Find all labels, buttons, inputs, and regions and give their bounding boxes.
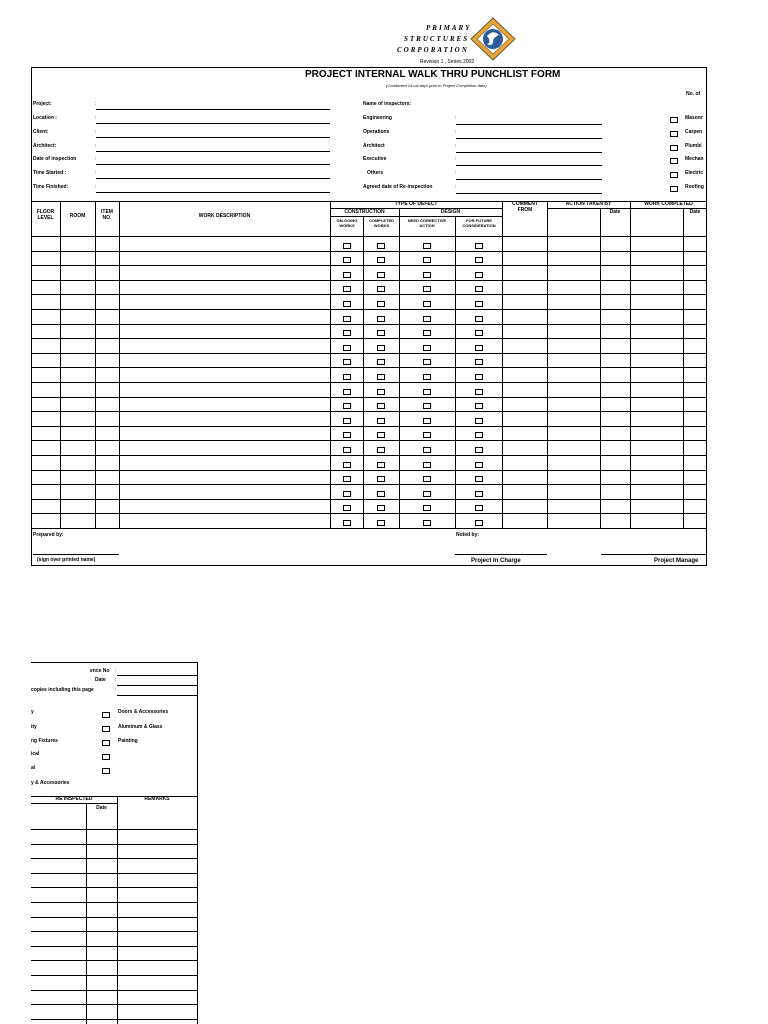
trade-checkbox[interactable]	[670, 158, 678, 164]
ongoing-checkbox[interactable]	[343, 257, 351, 263]
row-divider	[31, 528, 707, 529]
colon: :	[115, 687, 117, 693]
corrective-action-checkbox[interactable]	[423, 476, 431, 482]
prepared-by-label: Prepared by:	[33, 532, 64, 538]
corrective-action-checkbox[interactable]	[423, 505, 431, 511]
executive-input-line[interactable]	[456, 165, 602, 166]
date-input-line[interactable]	[117, 685, 197, 686]
engineering-label: Engineering	[363, 115, 392, 121]
corrective-action-checkbox[interactable]	[423, 403, 431, 409]
architect-label: Architect:	[33, 143, 57, 149]
table-row	[31, 902, 198, 903]
table-row	[31, 858, 198, 859]
colon: :	[455, 184, 457, 190]
construction-header: CONSTRUCTION	[344, 209, 385, 215]
future-consideration-checkbox[interactable]	[475, 257, 483, 263]
future-consideration-checkbox[interactable]	[475, 272, 483, 278]
row-divider	[31, 455, 707, 456]
ongoing-checkbox[interactable]	[343, 286, 351, 292]
completed-checkbox[interactable]	[377, 462, 385, 468]
trade-checkbox[interactable]	[670, 172, 678, 178]
location-input-line[interactable]	[96, 123, 330, 124]
completed-works-header: COMPLETED WORKS	[368, 218, 395, 228]
architect-inspector-input-line[interactable]	[456, 152, 602, 153]
executive-label: Executive	[363, 156, 387, 162]
trade-checkbox[interactable]	[670, 117, 678, 123]
future-consideration-checkbox[interactable]	[475, 345, 483, 351]
comment-from-header: COMMENT FROM	[512, 201, 538, 213]
design-header: DESIGN	[440, 209, 461, 215]
future-consideration-checkbox[interactable]	[475, 301, 483, 307]
company-name-line-1: PRIMARY	[426, 24, 472, 32]
time-started-input-line[interactable]	[96, 178, 330, 179]
ongoing-checkbox[interactable]	[343, 374, 351, 380]
colon: :	[455, 156, 457, 162]
ongoing-checkbox[interactable]	[343, 505, 351, 511]
completed-checkbox[interactable]	[377, 243, 385, 249]
ongoing-checkbox[interactable]	[343, 301, 351, 307]
corrective-action-checkbox[interactable]	[423, 286, 431, 292]
table-row	[31, 917, 198, 918]
row-divider	[31, 324, 707, 325]
form-title: PROJECT INTERNAL WALK THRU PUNCHLIST FORM	[305, 69, 561, 80]
row-divider	[31, 309, 707, 310]
colon: :	[115, 677, 117, 683]
ongoing-checkbox[interactable]	[343, 447, 351, 453]
table-row	[31, 960, 198, 961]
reinspection-date-label: Agreed date of Re-inspection	[363, 184, 433, 190]
future-consideration-checkbox[interactable]	[475, 316, 483, 322]
ongoing-checkbox[interactable]	[343, 330, 351, 336]
corrective-action-checkbox[interactable]	[423, 301, 431, 307]
trade-label: Doors & Accessories	[118, 709, 169, 715]
colon: :	[95, 184, 97, 190]
date-label: Date	[95, 677, 106, 683]
row-divider	[31, 251, 707, 252]
row-divider	[31, 294, 707, 295]
project-input-line[interactable]	[96, 109, 330, 110]
inspectors-heading: Name of inspectors:	[363, 101, 412, 107]
future-consideration-checkbox[interactable]	[475, 418, 483, 424]
ongoing-works-header: ON-GOING WORKS	[336, 218, 358, 228]
floor-level-header: FLOOR LEVEL	[36, 209, 55, 221]
project-in-charge-label: Project In Charge	[471, 558, 521, 564]
need-corrective-action-header: NEED CORRECTIVE ACTION	[407, 218, 447, 228]
trade-label: al	[31, 765, 36, 771]
ongoing-checkbox[interactable]	[343, 403, 351, 409]
trade-label: Plumbi	[685, 143, 702, 149]
remarks-header: REMARKS	[144, 796, 170, 802]
row-divider	[31, 353, 707, 354]
sign-over-name-label: (sign over printed name)	[37, 557, 96, 563]
row-divider	[31, 367, 707, 368]
future-consideration-checkbox[interactable]	[475, 447, 483, 453]
completed-checkbox[interactable]	[377, 286, 385, 292]
reinspected-header: RE INSPECTED	[55, 796, 93, 802]
future-consideration-checkbox[interactable]	[475, 243, 483, 249]
time-finished-input-line[interactable]	[96, 192, 330, 193]
colon: :	[455, 115, 457, 121]
table-row	[31, 975, 198, 976]
engineering-input-line[interactable]	[456, 124, 602, 125]
completed-checkbox[interactable]	[377, 491, 385, 497]
ongoing-checkbox[interactable]	[343, 476, 351, 482]
action-date-header: Date	[609, 209, 621, 215]
trade-label: Aluminum & Glass	[118, 724, 163, 730]
completed-checkbox[interactable]	[377, 476, 385, 482]
row-divider	[31, 265, 707, 266]
form-subtitle: (Conducted 14 cal days prior to Project Completion date)	[386, 83, 487, 88]
copies-input-line[interactable]	[117, 695, 197, 696]
corrective-action-checkbox[interactable]	[423, 462, 431, 468]
future-consideration-checkbox[interactable]	[475, 389, 483, 395]
completed-checkbox[interactable]	[377, 345, 385, 351]
project-manager-signature-line[interactable]	[601, 554, 707, 555]
completed-checkbox[interactable]	[377, 520, 385, 526]
prepared-by-signature-line[interactable]	[33, 554, 119, 555]
trade-checkbox[interactable]	[102, 726, 110, 732]
future-consideration-header: FOR FUTURE CONSIDERATION	[462, 218, 496, 228]
table-row	[31, 1019, 198, 1020]
time-finished-label: Time Finished:	[33, 184, 69, 190]
others-label: Others	[367, 170, 384, 176]
corrective-action-checkbox[interactable]	[423, 374, 431, 380]
row-divider	[31, 280, 707, 281]
project-label: Project:	[33, 101, 52, 107]
trade-label: Electric	[685, 170, 704, 176]
reference-no-input-line[interactable]	[117, 675, 197, 676]
trade-checkbox[interactable]	[670, 145, 678, 151]
reference-no-label: ence No	[90, 668, 110, 674]
completed-checkbox[interactable]	[377, 418, 385, 424]
work-description-header: WORK DESCRIPTION	[198, 213, 251, 219]
ongoing-checkbox[interactable]	[343, 462, 351, 468]
date-of-inspection-input-line[interactable]	[96, 164, 330, 165]
ongoing-checkbox[interactable]	[343, 520, 351, 526]
colon: :	[455, 170, 457, 176]
trade-checkbox[interactable]	[102, 754, 110, 760]
completed-checkbox[interactable]	[377, 447, 385, 453]
completed-checkbox[interactable]	[377, 272, 385, 278]
corrective-action-checkbox[interactable]	[423, 491, 431, 497]
action-taken-by-header: ACTION TAKEN BY	[565, 201, 612, 207]
work-completed-header: WORK COMPLETED	[644, 201, 693, 207]
room-header: ROOM	[69, 213, 86, 219]
trade-checkbox[interactable]	[102, 768, 110, 774]
completed-checkbox[interactable]	[377, 301, 385, 307]
completed-checkbox[interactable]	[377, 389, 385, 395]
colon: :	[455, 143, 457, 149]
architect-input-line[interactable]	[96, 151, 330, 152]
future-consideration-checkbox[interactable]	[475, 476, 483, 482]
colon: :	[95, 170, 97, 176]
table-row	[31, 844, 198, 845]
corrective-action-checkbox[interactable]	[423, 257, 431, 263]
row-divider	[31, 484, 707, 485]
future-consideration-checkbox[interactable]	[475, 505, 483, 511]
trade-label: y	[31, 709, 34, 715]
project-in-charge-signature-line[interactable]	[455, 554, 547, 555]
company-name-line-3: CORPORATION	[397, 46, 469, 54]
page-count-label: No. of	[686, 91, 701, 97]
corrective-action-checkbox[interactable]	[423, 345, 431, 351]
completed-checkbox[interactable]	[377, 316, 385, 322]
completed-checkbox[interactable]	[377, 505, 385, 511]
ongoing-checkbox[interactable]	[343, 389, 351, 395]
completed-checkbox[interactable]	[377, 374, 385, 380]
ongoing-checkbox[interactable]	[343, 272, 351, 278]
table-row	[31, 946, 198, 947]
corrective-action-checkbox[interactable]	[423, 359, 431, 365]
copies-label: copies including this page	[31, 687, 94, 693]
noted-by-label: Noted by:	[456, 532, 480, 538]
project-manager-label: Project Manage	[654, 558, 699, 564]
trade-checkbox[interactable]	[102, 740, 110, 746]
revision-text: Revision 1 , Series 2002	[420, 59, 475, 65]
colon: :	[115, 668, 117, 674]
ongoing-checkbox[interactable]	[343, 418, 351, 424]
others-input-line[interactable]	[456, 179, 602, 180]
time-started-label: Time Started :	[33, 170, 67, 176]
trade-label: Painting	[118, 738, 138, 744]
future-consideration-checkbox[interactable]	[475, 491, 483, 497]
ongoing-checkbox[interactable]	[343, 345, 351, 351]
corrective-action-checkbox[interactable]	[423, 447, 431, 453]
trade-checkbox[interactable]	[670, 131, 678, 137]
reinspection-date-input-line[interactable]	[456, 193, 602, 194]
colon: :	[455, 129, 457, 135]
colon: :	[95, 129, 97, 135]
colon: :	[95, 156, 97, 162]
item-no-header: ITEM NO.	[101, 209, 113, 221]
trade-checkbox[interactable]	[102, 712, 110, 718]
table-row	[31, 931, 198, 932]
completed-checkbox[interactable]	[377, 432, 385, 438]
colon: :	[95, 115, 97, 121]
future-consideration-checkbox[interactable]	[475, 403, 483, 409]
table-row	[31, 887, 198, 888]
future-consideration-checkbox[interactable]	[475, 520, 483, 526]
location-label: Location :	[33, 115, 57, 121]
row-divider	[31, 426, 707, 427]
corrective-action-checkbox[interactable]	[423, 432, 431, 438]
operations-input-line[interactable]	[456, 138, 602, 139]
company-name-line-2: STRUCTURES	[404, 35, 470, 43]
row-divider	[31, 338, 707, 339]
colon: :	[95, 143, 97, 149]
future-consideration-checkbox[interactable]	[475, 432, 483, 438]
table-row	[31, 990, 198, 991]
future-consideration-checkbox[interactable]	[475, 462, 483, 468]
corrective-action-checkbox[interactable]	[423, 272, 431, 278]
corrective-action-checkbox[interactable]	[423, 243, 431, 249]
trade-label: ng Fixtures	[31, 738, 58, 744]
type-of-defect-header: TYPE OF DEFECT	[394, 201, 438, 207]
colon: :	[95, 101, 97, 107]
completed-date-header: Date	[689, 209, 701, 215]
ongoing-checkbox[interactable]	[343, 359, 351, 365]
future-consideration-checkbox[interactable]	[475, 359, 483, 365]
row-divider	[31, 470, 707, 471]
ongoing-checkbox[interactable]	[343, 316, 351, 322]
corrective-action-checkbox[interactable]	[423, 389, 431, 395]
operations-label: Operations	[363, 129, 390, 135]
reinspected-date-header: Date	[96, 805, 107, 811]
future-consideration-checkbox[interactable]	[475, 330, 483, 336]
trade-label: Roofing	[685, 184, 704, 190]
date-of-inspection-label: Date of inspection	[33, 156, 77, 162]
completed-checkbox[interactable]	[377, 330, 385, 336]
trade-label: ical	[31, 751, 40, 757]
client-input-line[interactable]	[96, 137, 330, 138]
trade-label: ity	[31, 724, 37, 730]
table-row	[31, 1004, 198, 1005]
future-consideration-checkbox[interactable]	[475, 286, 483, 292]
completed-checkbox[interactable]	[377, 257, 385, 263]
trade-label: Mechan	[685, 156, 704, 162]
trade-label: Masonr	[685, 115, 703, 121]
table-row	[31, 873, 198, 874]
row-divider	[31, 513, 707, 514]
row-divider	[31, 382, 707, 383]
completed-checkbox[interactable]	[377, 359, 385, 365]
ongoing-checkbox[interactable]	[343, 432, 351, 438]
row-divider	[31, 499, 707, 500]
row-divider	[31, 397, 707, 398]
diamond-logo-icon	[470, 17, 516, 61]
corrective-action-checkbox[interactable]	[423, 316, 431, 322]
completed-checkbox[interactable]	[377, 403, 385, 409]
corrective-action-checkbox[interactable]	[423, 330, 431, 336]
row-divider	[31, 440, 707, 441]
corrective-action-checkbox[interactable]	[423, 520, 431, 526]
ongoing-checkbox[interactable]	[343, 491, 351, 497]
ongoing-checkbox[interactable]	[343, 243, 351, 249]
trade-label: y & Accessories	[31, 780, 70, 786]
corrective-action-checkbox[interactable]	[423, 418, 431, 424]
row-divider	[31, 411, 707, 412]
client-label: Client:	[33, 129, 49, 135]
trade-checkbox[interactable]	[670, 186, 678, 192]
future-consideration-checkbox[interactable]	[475, 374, 483, 380]
trade-label: Carpen	[685, 129, 703, 135]
architect-inspector-label: Architect	[363, 143, 385, 149]
